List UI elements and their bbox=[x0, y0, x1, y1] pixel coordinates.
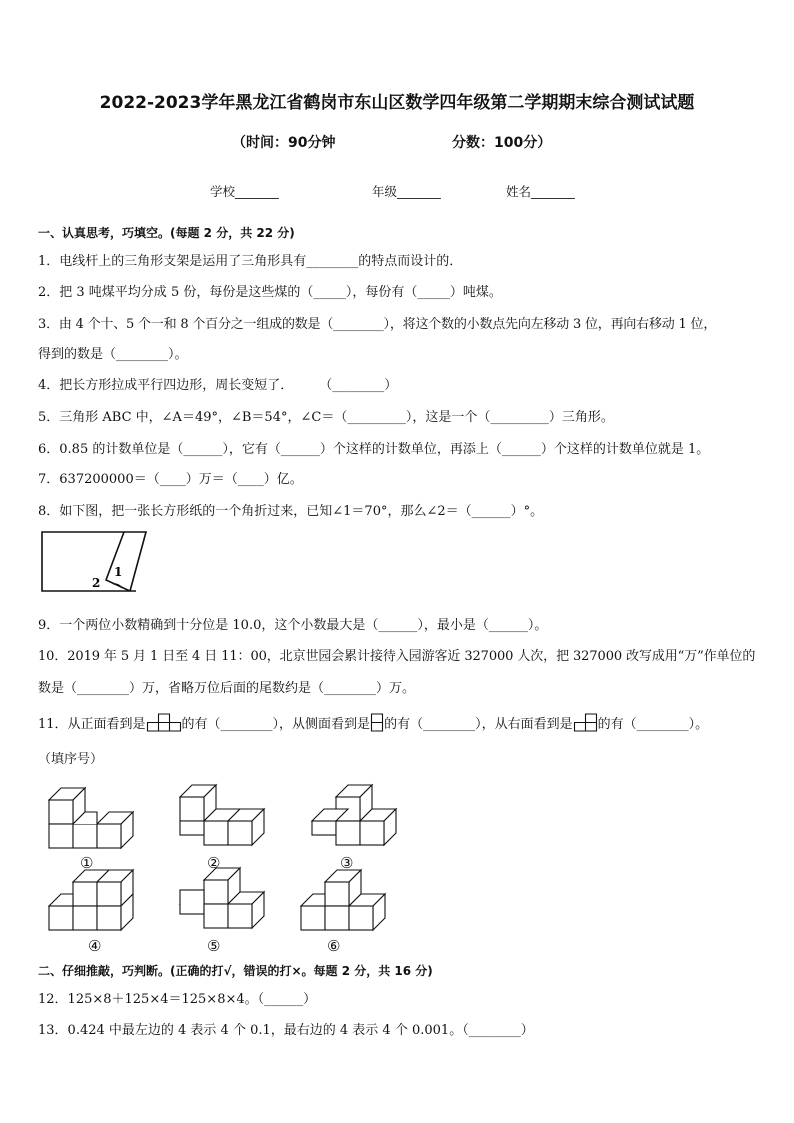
question-10: 10．2019 年 5 月 1 日至 4 日 11：00，北京世园会累计接待入园游客近 327000 人次，把 327000 改写成用“万”作单位的 bbox=[38, 649, 756, 664]
question-12: 12．125×8＋125×4＝125×8×4。（______） bbox=[38, 992, 317, 1007]
angle-1-label: 1 bbox=[114, 565, 123, 579]
figure-label-1: ① bbox=[80, 854, 94, 872]
question-3-cont: 得到的数是（________）。 bbox=[38, 347, 188, 362]
question-11 bbox=[38, 713, 708, 732]
question-11-note: （填序号） bbox=[38, 752, 104, 767]
cube-figure-5 bbox=[177, 866, 269, 936]
question-2: 2．把 3 吨煤平均分成 5 份，每份是这些煤的（_____），每份有（_____）吨煤。 bbox=[38, 285, 502, 300]
name-field: 姓名_______ bbox=[506, 184, 575, 199]
question-11-part3: 的有（________），从右面看到是 bbox=[384, 717, 573, 732]
question-8: 8．如下图，把一张长方形纸的一个角折过来，已知∠1＝70°，那么∠2＝（______）°。 bbox=[38, 504, 544, 519]
section-1-heading: 一、认真思考，巧填空。(每题 2 分，共 22 分) bbox=[38, 226, 295, 240]
question-11-part2: 的有（________），从侧面看到是 bbox=[181, 717, 371, 732]
side-view-icon bbox=[370, 713, 384, 732]
question-1: 1．电线杆上的三角形支架是运用了三角形具有________的特点而设计的． bbox=[38, 254, 463, 269]
question-11-part4: 的有（________）。 bbox=[597, 717, 709, 732]
cube-figure-6 bbox=[298, 868, 390, 938]
question-7: 7．637200000＝（____）万＝（____）亿。 bbox=[38, 472, 303, 487]
figure-label-6: ⑥ bbox=[327, 937, 341, 955]
score-info: 分数：100分） bbox=[452, 135, 552, 151]
question-10-cont: 数是（________）万，省略万位后面的尾数约是（________）万。 bbox=[38, 681, 416, 696]
question-11-part1: 11．从正面看到是 bbox=[38, 717, 146, 732]
question-6: 6．0.85 的计数单位是（______），它有（______）个这样的计数单位，再添上（______）个这样的计数单位就是 1。 bbox=[38, 442, 710, 457]
page-title: 2022-2023学年黑龙江省鹤岗市东山区数学四年级第二学期期末综合测试试题 bbox=[99, 93, 695, 113]
figure-label-3: ③ bbox=[340, 854, 354, 872]
cube-figure-3 bbox=[309, 783, 401, 853]
angle-2-label: 2 bbox=[92, 576, 101, 590]
school-field: 学校_______ bbox=[210, 184, 279, 199]
question-13: 13．0.424 中最左边的 4 表示 4 个 0.1，最右边的 4 表示 4 个 0.001。（________） bbox=[38, 1023, 534, 1038]
question-5: 5．三角形 ABC 中，∠A＝49°，∠B＝54°，∠C＝（_________），这是一个（_________）三角形。 bbox=[38, 410, 614, 425]
question-4: 4．把长方形拉成平行四边形，周长变短了． （________） bbox=[38, 378, 398, 393]
figure-label-4: ④ bbox=[88, 937, 102, 955]
question-3: 3．由 4 个十、5 个一和 8 个百分之一组成的数是（________），将这个数的小数点先向左移动 3 位，再向右移动 1 位， bbox=[38, 317, 717, 332]
cube-figure-2 bbox=[177, 783, 269, 853]
section-2-heading: 二、仔细推敲，巧判断。(正确的打√，错误的打×。每题 2 分，共 16 分) bbox=[38, 964, 433, 978]
question-9: 9．一个两位小数精确到十分位是 10.0，这个小数最大是（______），最小是（______）。 bbox=[38, 618, 548, 633]
figure-label-5: ⑤ bbox=[207, 937, 221, 955]
grade-field: 年级_______ bbox=[372, 184, 441, 199]
front-view-icon bbox=[146, 713, 182, 732]
cube-figure-4 bbox=[46, 868, 138, 938]
folded-paper-figure bbox=[40, 530, 152, 594]
figure-label-2: ② bbox=[207, 854, 221, 872]
cube-figure-1 bbox=[46, 784, 138, 854]
time-info: （时间：90分钟 bbox=[232, 135, 336, 151]
right-view-icon bbox=[573, 713, 598, 732]
